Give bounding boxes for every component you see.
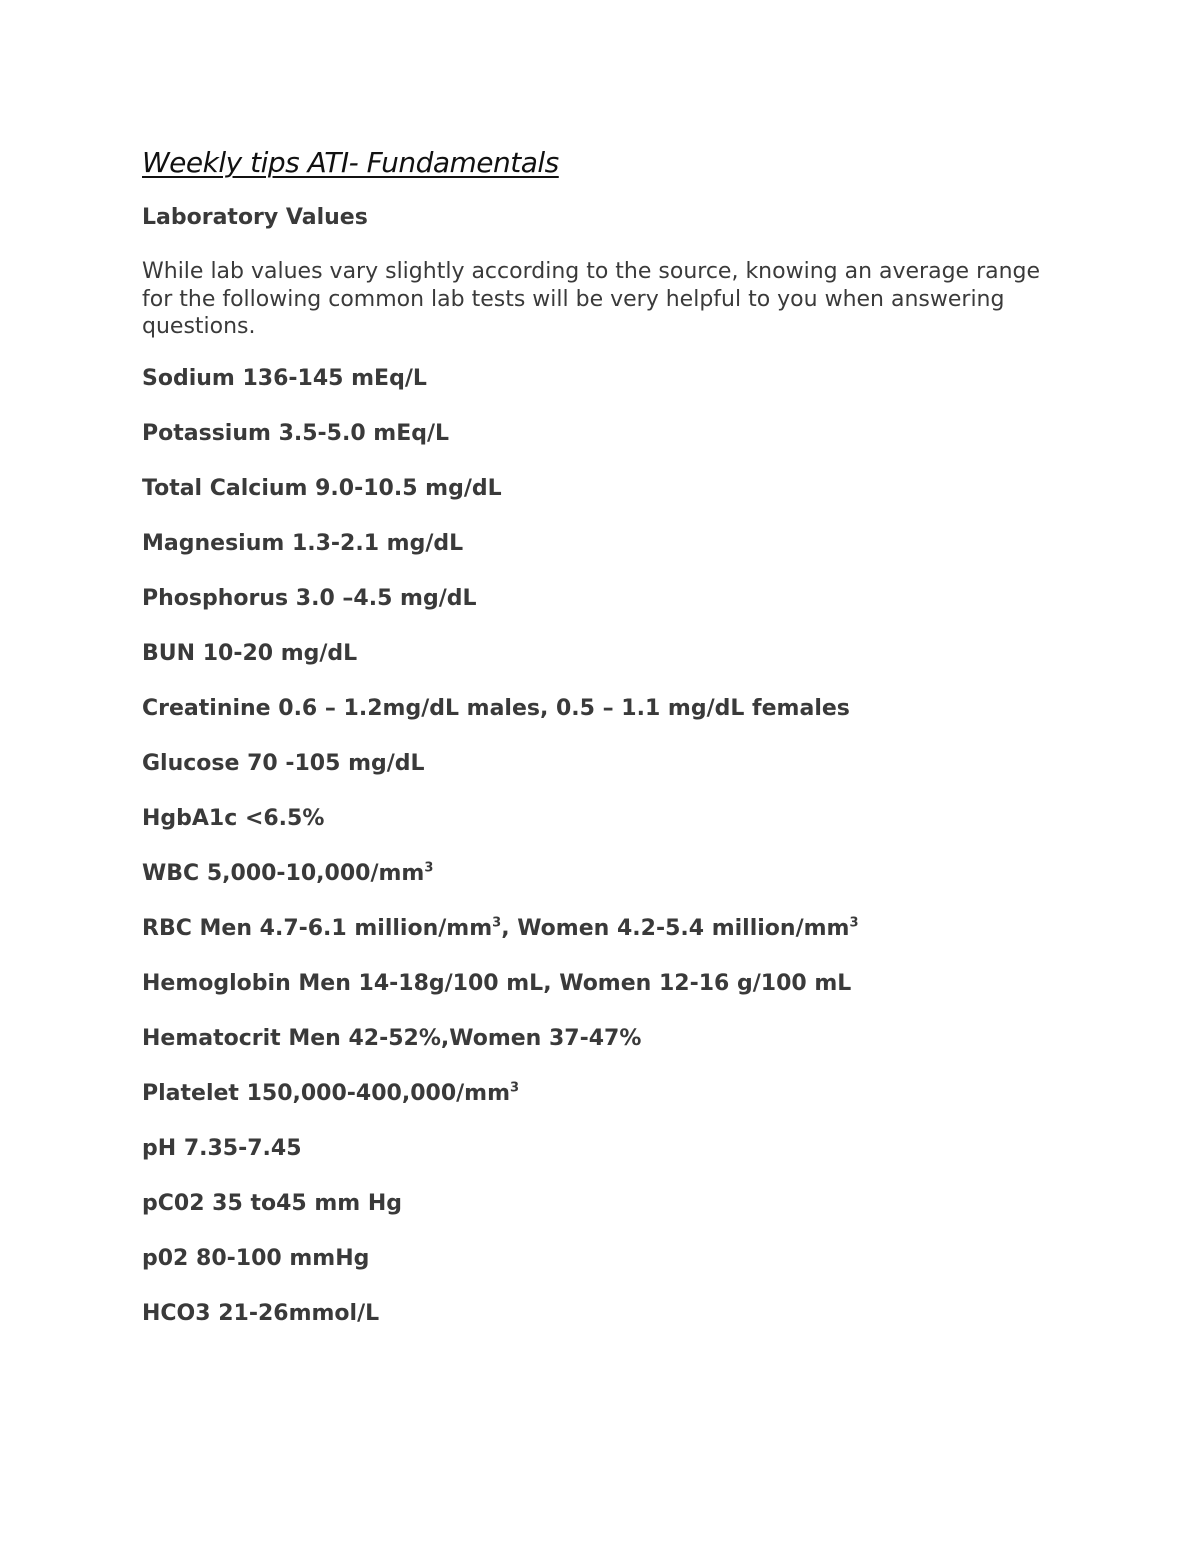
- lab-value-text: BUN 10-20 mg/dL: [142, 640, 358, 666]
- lab-value-wbc: [142, 860, 1062, 888]
- lab-value-sodium: [142, 365, 1062, 393]
- lab-value-glucose: [142, 750, 1062, 778]
- lab-value-bun: [142, 640, 1062, 668]
- lab-value-text: pC02 35 to45 mm Hg: [142, 1190, 403, 1216]
- lab-value-pco2: [142, 1190, 1062, 1218]
- lab-value-text: Phosphorus 3.0 –4.5 mg/dL: [142, 585, 477, 611]
- lab-value-magnesium: [142, 530, 1062, 558]
- lab-value-text: Total Calcium 9.0-10.5 mg/dL: [142, 475, 502, 501]
- superscript: 3: [424, 860, 434, 876]
- lab-value-creatinine: [142, 695, 1062, 723]
- lab-value-hgba1c: [142, 805, 1062, 833]
- lab-value-text: pH 7.35-7.45: [142, 1135, 302, 1161]
- superscript: 3: [510, 1080, 520, 1096]
- lab-value-potassium: [142, 420, 1062, 448]
- lab-value-text: WBC 5,000-10,000/mm: [142, 860, 425, 886]
- document-title: Weekly tips ATI- Fundamentals: [142, 146, 559, 179]
- lab-value-text: RBC Men 4.7-6.1 million/mm: [142, 915, 493, 941]
- lab-value-text: HgbA1c <6.5%: [142, 805, 325, 831]
- lab-value-text: Magnesium 1.3-2.1 mg/dL: [142, 530, 464, 556]
- lab-value-text: Creatinine 0.6 – 1.2mg/dL males, 0.5 – 1.1 mg/dL females: [142, 695, 850, 721]
- lab-value-hematocrit: [142, 1025, 1062, 1053]
- lab-value-text: Hematocrit Men 42-52%,Women 37-47%: [142, 1025, 642, 1051]
- lab-value-text: Sodium 136-145 mEq/L: [142, 365, 427, 391]
- lab-value-text: p02 80-100 mmHg: [142, 1245, 370, 1271]
- lab-value-rbc: [142, 915, 1062, 943]
- lab-value-ph: [142, 1135, 1062, 1163]
- lab-value-platelet: [142, 1080, 1062, 1108]
- lab-value-text: HCO3 21-26mmol/L: [142, 1300, 380, 1326]
- lab-value-text: Glucose 70 -105 mg/dL: [142, 750, 425, 776]
- superscript: 3: [492, 915, 502, 931]
- lab-value-hemoglobin: [142, 970, 1062, 998]
- document-content: [142, 138, 1062, 1355]
- lab-value-text: Platelet 150,000-400,000/mm: [142, 1080, 511, 1106]
- section-heading: Laboratory Values: [142, 205, 368, 230]
- superscript: 3: [849, 915, 859, 931]
- lab-value-text: Potassium 3.5-5.0 mEq/L: [142, 420, 450, 446]
- lab-value-total-calcium: [142, 475, 1062, 503]
- lab-value-text: , Women 4.2-5.4 million/mm: [501, 915, 850, 941]
- lab-values-list: [142, 365, 1062, 1328]
- intro-paragraph: While lab values vary slightly according to the source, knowing an average range for the following common lab tests will be very helpful to you when answering questions.: [142, 259, 1041, 339]
- lab-value-text: Hemoglobin Men 14-18g/100 mL, Women 12-16 g/100 mL: [142, 970, 852, 996]
- lab-value-hco3: [142, 1300, 1062, 1328]
- lab-value-phosphorus: [142, 585, 1062, 613]
- lab-value-po2: [142, 1245, 1062, 1273]
